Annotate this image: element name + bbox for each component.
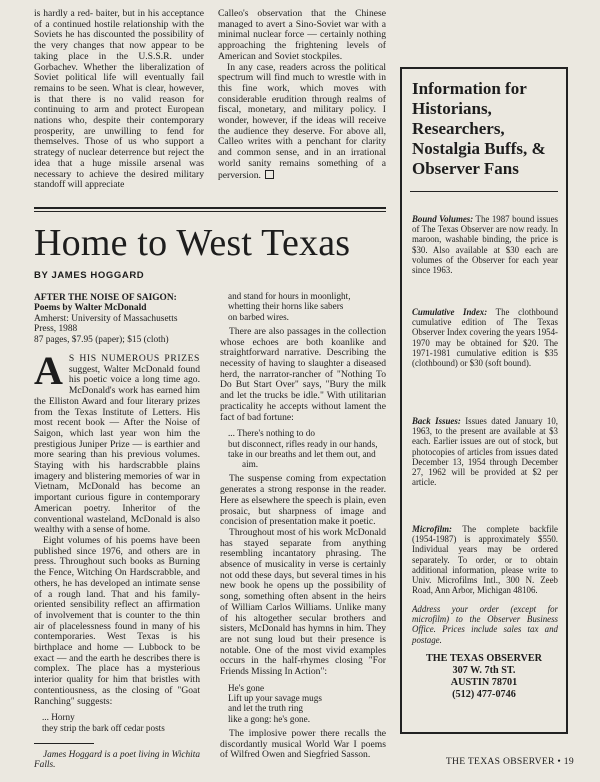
observer-archive-ad-box: [400, 67, 568, 734]
back-issues-notice: [412, 416, 558, 487]
contact-name: THE TEXAS OBSERVER: [425, 653, 543, 664]
poem-line: they strip the bark off cedar posts: [42, 722, 165, 733]
article-paragraph: There are also passages in the collection whose echoes are both koanlike and straightforward narrative. Describing the necessity of having to slaughter a diseased herd, the narrator-rancher of "Nothing To Do But Start Over" says, "Bury the milk and let the trucks be idle." With utilitarian practicality he accepts without lament the fact of bad fortune:: [220, 325, 386, 423]
book-publisher-line2: Press, 1988: [34, 324, 78, 335]
poem-line: but disconnect, rifles ready in our hands,: [228, 438, 378, 449]
bound-volumes-notice: [412, 214, 558, 275]
book-info: [34, 293, 200, 345]
cumulative-index-notice: [412, 307, 558, 368]
article-paragraph: Eight volumes of his poems have been published since 1976, and others are in press. Throughout such books as Burning the Fence, Witching On Hardscrabble, and others, he has developed an intimate sense of a rough land. That and his family-oriented sensibility reflect an affirmation of involvement that is counter to the thin air of placelessness found in many of his contemporaries. West Texas is his birthplace and home — Lubbock to be exact — and the earth he describes there is complex. The place has a mysterious interior quality for him that bristles with contentiousness, as the closing of "Goat Ranching" suggests:: [34, 534, 200, 707]
cumulative-index-text: The clothbound cumulative edition of The Texas Observer Index covering the years 1954-1970 may be obtained for $20. The 1971-1981 cumulative edition is $35 (clothbound) or $30 (soft bound).: [412, 307, 559, 369]
article-byline: BY JAMES HOGGARD: [34, 270, 145, 281]
author-bio: James Hoggard is a poet living in Wichita Falls.: [34, 749, 200, 771]
cumulative-index-label: Cumulative Index:: [412, 307, 488, 317]
previous-article-paragraph: Calleo's observation that the Chinese managed to avert a Sino-Soviet war with a minimal nuclear force — certainly nothing approaching the frightening levels of American and Soviet stockpiles.: [218, 8, 386, 62]
article-paragraph: The implosive power there recalls the discordantly musical World War I poems of Wilfred Owen and Siegfried Sasson.: [220, 727, 386, 761]
book-pages-price: 87 pages, $7.95 (paper); $15 (cloth): [34, 334, 169, 345]
section-divider-thin: [34, 211, 386, 212]
drop-cap: A: [34, 348, 63, 394]
previous-article-column-right: [218, 9, 386, 181]
ad-divider: [410, 191, 558, 192]
back-issues-text: Issues dated January 10, 1963, to the present are available at $3 each. Earlier issues are out of stock, but photocopies of articles from issues dated December 13, 1954 through December 27, 1962 will be provided at $2 per article.: [412, 416, 558, 488]
microfilm-notice: [412, 524, 558, 595]
section-divider-thick: [34, 207, 386, 209]
poem-line: on barbed wires.: [228, 311, 289, 322]
back-issues-label: Back Issues:: [412, 416, 461, 426]
contact-street: 307 W. 7th ST.: [452, 665, 516, 676]
order-instructions: Address your order (except for microfilm) to the Observer Business Office. Prices include sales tax and postage.: [412, 604, 558, 645]
previous-article-column-left: [34, 9, 204, 191]
book-title: AFTER THE NOISE OF SAIGON:: [34, 293, 177, 303]
end-of-article-mark: [265, 170, 274, 179]
poem-line: take in our breaths and let them out, and: [228, 448, 376, 459]
article-column-left: [34, 293, 200, 771]
bio-divider: [34, 743, 94, 744]
page-folio: THE TEXAS OBSERVER • 19: [445, 756, 574, 767]
poem-line: He's gone: [228, 682, 265, 693]
poem-line: whetting their horns like sabers: [228, 301, 344, 312]
poem-excerpt: [42, 712, 200, 733]
article-paragraph: Throughout most of his work McDonald has stayed separate from anything resembling incantatory phrasing. The absence of musicality in verse is certainly not odd these days, but several times in his new book he opens up the possibility of song, something often absent in the heirs of William Carlos Williams. Unlike many of his altogether secular brothers and sisters, McDonald has hymns in him. They are not sung loud but their presence is notable. One of the most vivid examples occurs in the half-rhymes closing "For Friends Missing In Action":: [220, 526, 386, 678]
poem-line: Lift up your savage mugs: [228, 693, 322, 704]
poem-excerpt: [228, 428, 386, 469]
ad-heading: Information for Historians, Researchers, Nostalgia Buffs, & Observer Fans: [412, 79, 546, 178]
microfilm-text: The complete backfile (1954-1987) is approximately $550. Individual years may be ordered separately. To order, or to obtain additional information, please write to Univ. Microfilms Intl., 300 N. Zeeb Road, Ann Arbor, Michigan 48106.: [412, 524, 558, 596]
article-column-right: [220, 291, 386, 761]
contact-phone: (512) 477-0746: [452, 689, 516, 700]
bound-volumes-text: The 1987 bound issues of The Texas Observer are now ready. In maroon, washable binding, the price is $30. Also available at $30 each are volumes of the Observer for each year since 1963.: [412, 214, 558, 276]
lead-paragraph-text: suggest, Walter McDonald found his poetic voice a long time ago. McDonald's work has earned him the Elliston Award and four literary prizes from the Texas Institute of Letters. His most recent book — After the Noise of Saigon, which last year won him the prestigious Juniper Prize — is earthier and more searing than his previous volumes. Staying with his hardscrabble plains imagery and blistering memories of war in Vietnam, McDonald has become an important curious figure in contemporary American poetry. Inheritor of the conventional wasteland, McDonald is also wealthy with a sense of home.: [34, 363, 200, 536]
poem-line: aim.: [242, 459, 259, 470]
previous-article-paragraph: is hardly a red- baiter, but in his acceptance of a continued hostile relationship with the Soviets he has discounted the possibility of the very changes that now appear to be taking place in the U.S.S.R. under Gorbachev. Whether the liberalization of Soviet political life will eventually fail remains to be seen. What is clear, however, is that there is no valid reason for continuing to arm and protect European nations who, despite their contemporary prosperity, are unwilling to fend for themselves. Those of us who support a strategy of nuclear deterrence but reject the idea that a huge missile arsenal was necessary to achieve the desired military standoff will appreciate: [34, 8, 204, 191]
previous-article-paragraph: [218, 63, 386, 182]
poem-excerpt: [228, 683, 386, 724]
previous-article-closing-text: In any case, readers across the political spectrum will find much to wrestle with in this fine work, which moves with considerable erudition through realms of fiscal, monetary, and military policy. I wonder, however, if the ideas will receive the audience they deserve. For above all, Calleo writes with a penchant for clarity and common sense, and in an irrational world sanity remains something of a perversion.: [218, 61, 386, 181]
poem-line: and let the truth ring: [228, 703, 304, 714]
poem-excerpt-continued: [228, 291, 386, 322]
poem-line: and stand for hours in moonlight,: [228, 291, 351, 301]
poem-line: ... There's nothing to do: [228, 428, 315, 439]
microfilm-label: Microfilm:: [412, 524, 452, 534]
lead-in-caps: S HIS NUMEROUS PRIZES: [68, 353, 200, 365]
book-subtitle: Poems by Walter McDonald: [34, 303, 147, 314]
poem-line: ... Horny: [42, 712, 75, 723]
article-paragraph: The suspense coming from expectation generates a strong response in the reader. Here as elsewhere the speech is plain, even prosaic, but sharpness of image and concision of presentation make it poetic.: [220, 473, 386, 528]
book-publisher: Amherst: University of Massachusetts: [34, 313, 178, 324]
poem-line: like a gong: he's gone.: [228, 713, 311, 724]
article-headline: Home to West Texas: [34, 222, 351, 264]
contact-block: [402, 653, 566, 701]
article-lead-paragraph: [34, 348, 200, 536]
contact-city: AUSTIN 78701: [450, 677, 518, 688]
bound-volumes-label: Bound Volumes:: [412, 214, 474, 224]
